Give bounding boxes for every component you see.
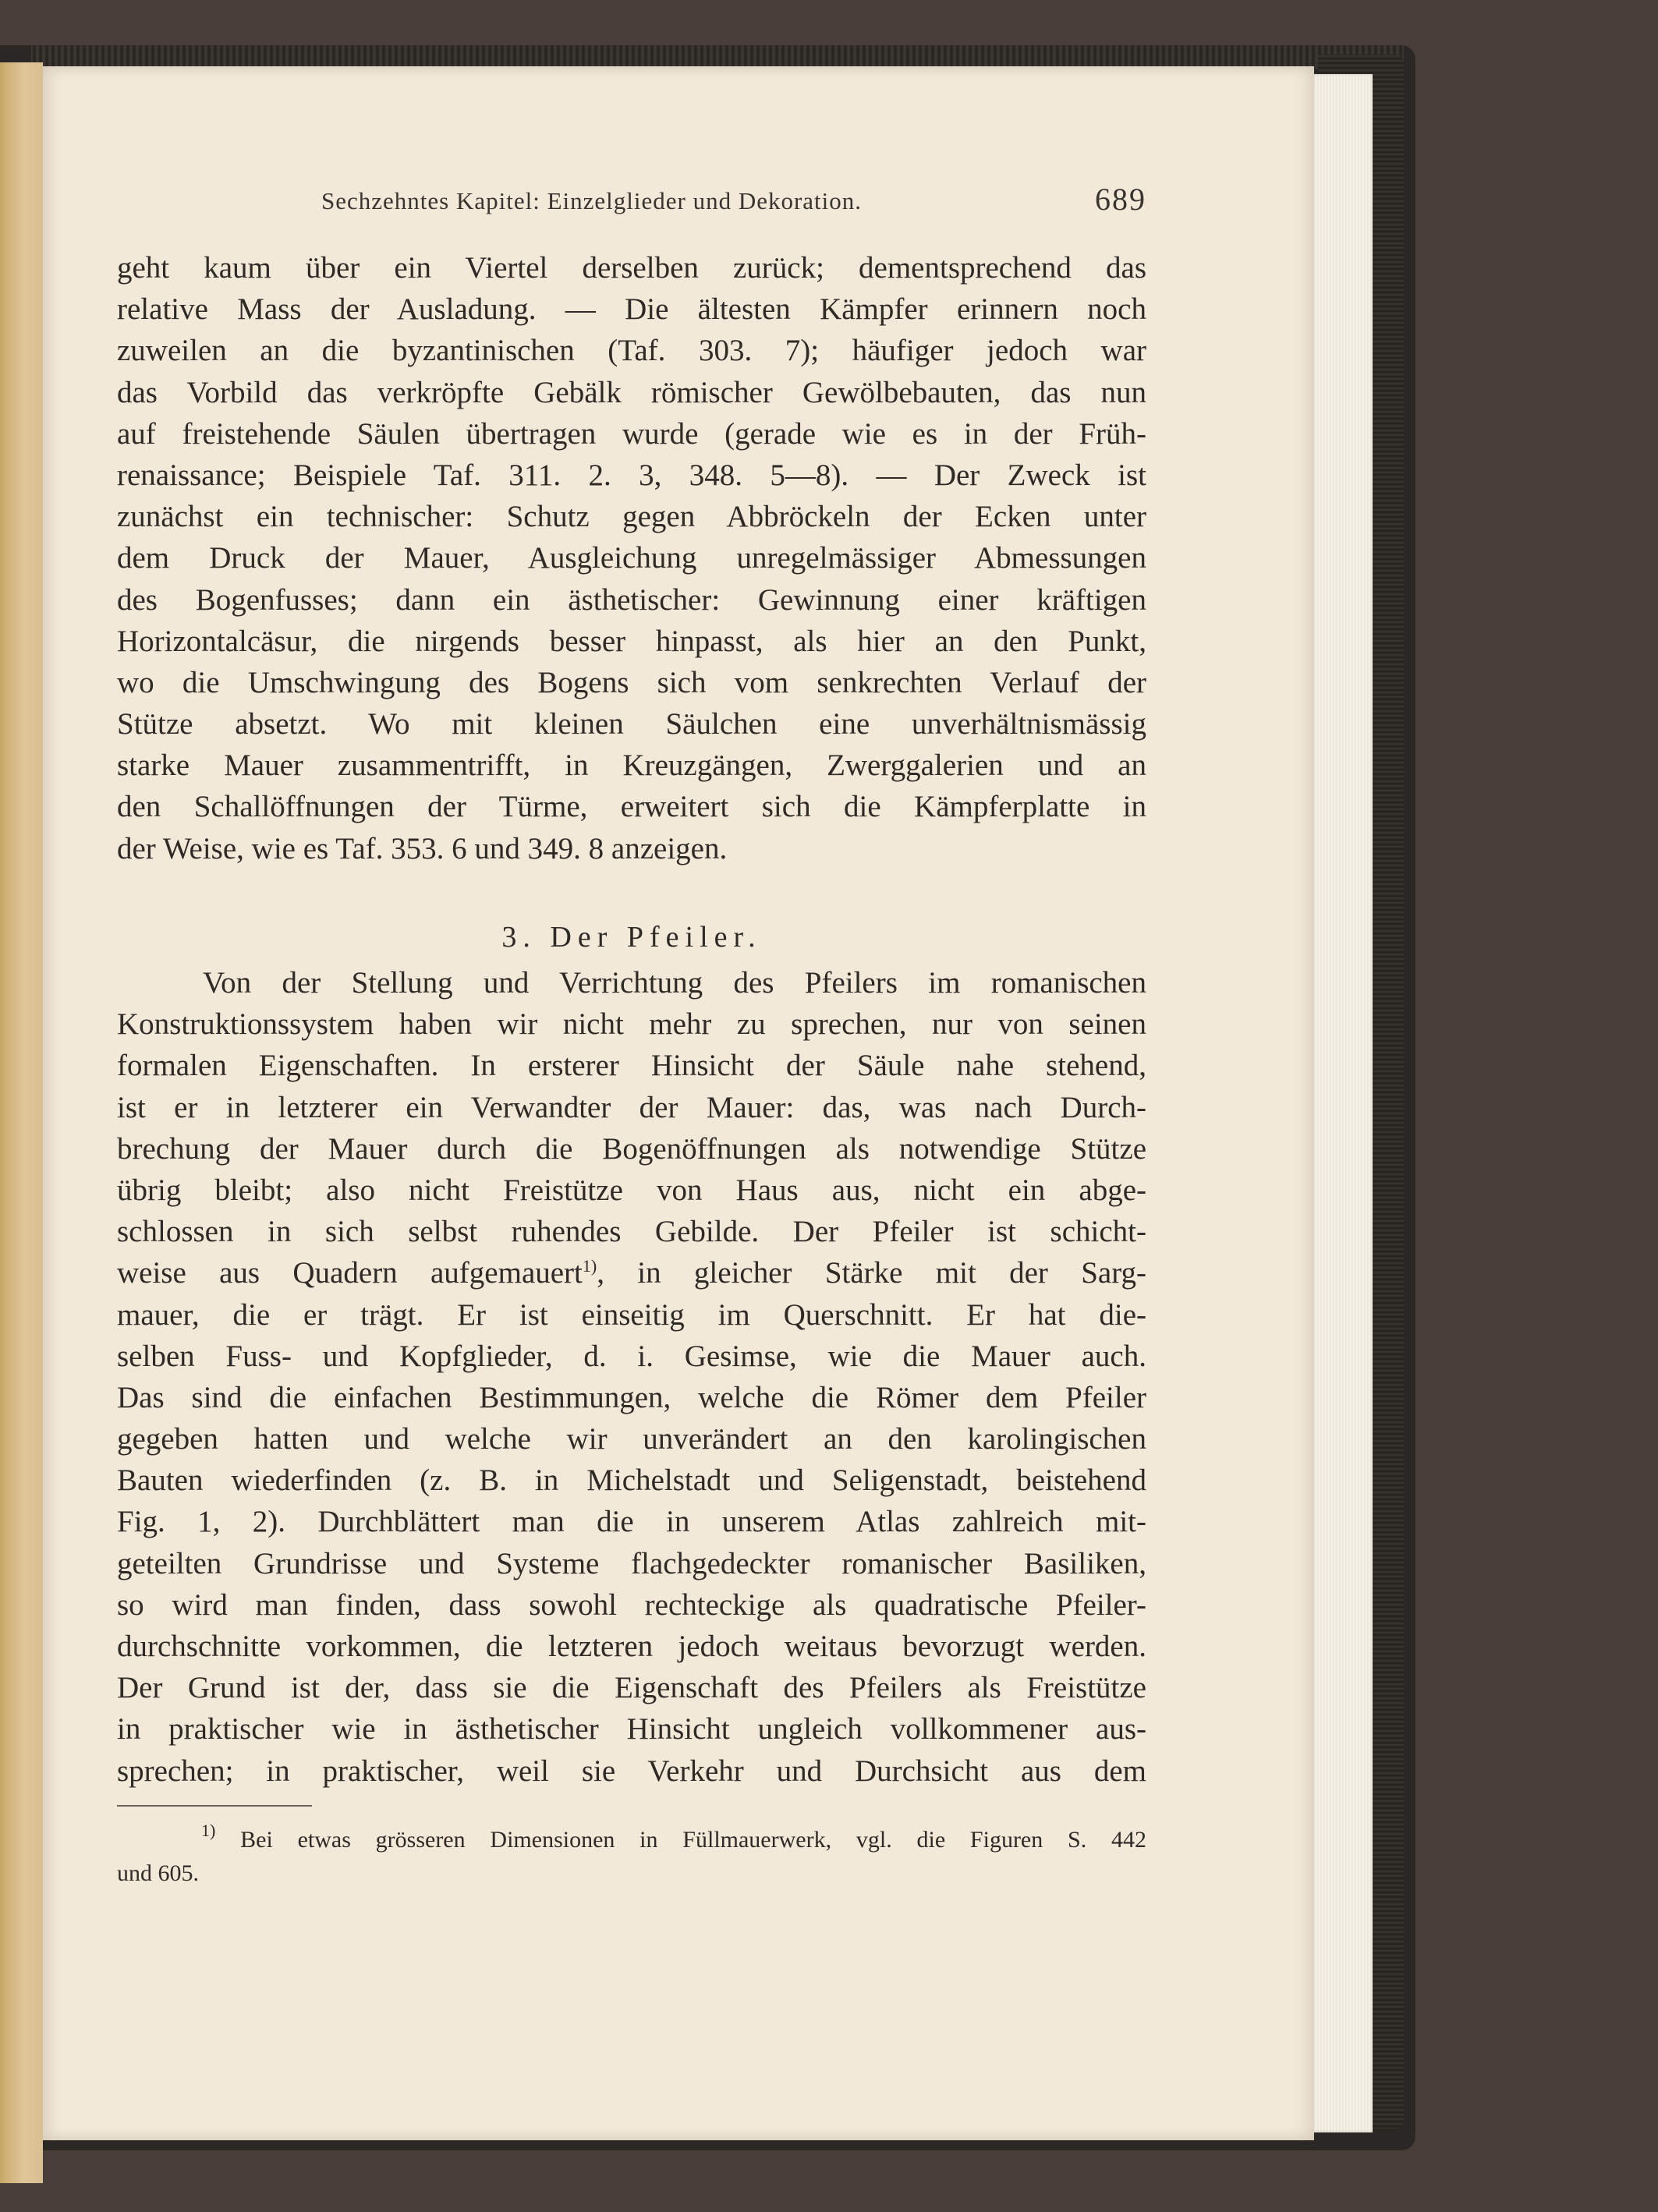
text-fragment: , in gleicher Stärke mit der Sarg- (597, 1256, 1146, 1290)
paragraph-1 (117, 247, 1146, 869)
footnote-marker: 1) (201, 1821, 216, 1840)
text-line: starke Mauer zusammentrifft, in Kreuzgängen, Zwerggalerien und an (117, 749, 1146, 783)
text-line: auf freistehende Säulen übertragen wurde (gerade wie es in der Früh- (117, 416, 1146, 451)
text-line: sprechen; in praktischer, weil sie Verkehr und Durchsicht aus dem (117, 1754, 1146, 1788)
paragraph-2 (117, 962, 1146, 1792)
text-line: zunächst ein technischer: Schutz gegen Abbröckeln der Ecken unter (117, 500, 1146, 534)
text-fragment: weise aus Quadern aufgemauert (117, 1256, 583, 1290)
text-line: des Bogenfusses; dann ein ästhetischer: Gewinnung einer kräftigen (117, 582, 1146, 617)
text-line: wo die Umschwingung des Bogens sich vom senkrechten Verlauf der (117, 665, 1146, 699)
text-line: brechung der Mauer durch die Bogenöffnungen als notwendige Stütze (117, 1131, 1146, 1166)
text-line: durchschnitte vorkommen, die letzteren jedoch weitaus bevorzugt werden. (117, 1630, 1146, 1663)
text-line: so wird man finden, dass sowohl rechteckige als quadratische Pfeiler- (117, 1587, 1146, 1622)
text-line: relative Mass der Ausladung. — Die ältesten Kämpfer erinnern noch (117, 292, 1146, 327)
running-title: Sechzehntes Kapitel: Einzelglieder und Dekoration. (321, 187, 863, 214)
text-line: der Weise, wie es Taf. 353. 6 und 349. 8 anzeigen. (117, 831, 728, 865)
page-block-edge (1310, 74, 1373, 2132)
text-line: Bauten wiederfinden (z. B. in Michelstadt und Seligenstadt, beistehend (117, 1463, 1146, 1498)
text-line: zuweilen an die byzantinischen (Taf. 303. 7); häufiger jedoch war (117, 334, 1146, 368)
text-line-with-footnote (117, 1252, 1146, 1294)
text-line: Horizontalcäsur, die nirgends besser hinpasst, als hier an den Punkt, (117, 624, 1146, 658)
text-line: Konstruktionssystem haben wir nicht mehr zu sprechen, nur von seinen (117, 1007, 1146, 1042)
facing-page-edge (0, 62, 43, 2183)
text-line: geteilten Grundrisse und Systeme flachgedeckter romanischer Basiliken, (117, 1546, 1146, 1580)
text-line: schlossen in sich selbst ruhendes Gebilde. Der Pfeiler ist schicht- (117, 1215, 1146, 1249)
text-line: selben Fuss- und Kopfglieder, d. i. Gesimse, wie die Mauer auch. (117, 1339, 1146, 1373)
footnotes (117, 1823, 1146, 1890)
text-line: formalen Eigenschaften. In ersterer Hinsicht der Säule nahe stehend, (117, 1049, 1146, 1083)
text-line: übrig bleibt; also nicht Freistütze von Haus aus, nicht ein abge- (117, 1173, 1146, 1207)
text-line: ist er in letzterer ein Verwandter der Mauer: das, was nach Durch- (117, 1090, 1146, 1124)
footnote-reference[interactable]: 1) (582, 1256, 597, 1276)
text-line: den Schallöffnungen der Türme, erweitert sich die Kämpferplatte in (117, 790, 1146, 824)
text-line: renaissance; Beispiele Taf. 311. 2. 3, 348. 5—8). — Der Zweck ist (117, 458, 1146, 492)
footnote-line-2: und 605. (117, 1860, 199, 1886)
cover-top-band (31, 45, 1404, 69)
footnote-line-1 (117, 1823, 1146, 1856)
text-line: Fig. 1, 2). Durchblättert man die in unserem Atlas zahlreich mit- (117, 1505, 1146, 1539)
text-line: Stütze absetzt. Wo mit kleinen Säulchen eine unverhältnismässig (117, 707, 1146, 741)
footnote-text: Bei etwas grösseren Dimensionen in Füllmauerwerk, vgl. die Figuren S. 442 (240, 1827, 1147, 1853)
text-line: gegeben hatten und welche wir unverändert an den karolingischen (117, 1422, 1146, 1456)
text-line: in praktischer wie in ästhetischer Hinsicht ungleich vollkommener aus- (117, 1712, 1146, 1747)
text-line: das Vorbild das verkröpfte Gebälk römischer Gewölbebauten, das nun (117, 375, 1146, 409)
text-line: Der Grund ist der, dass sie die Eigenschaft des Pfeilers als Freistütze (117, 1671, 1146, 1705)
text-line: dem Druck der Mauer, Ausgleichung unregelmässiger Abmessungen (117, 541, 1146, 575)
text-line: geht kaum über ein Viertel derselben zurück; dementsprechend das (117, 251, 1146, 285)
running-head (281, 119, 1146, 217)
section-heading: 3. Der Pfeiler. (501, 921, 762, 954)
page-number: 689 (1095, 182, 1146, 217)
footnote-divider (117, 1805, 312, 1807)
text-line: Von der Stellung und Verrichtung des Pfeilers im romanischen (203, 966, 1146, 1000)
text-line: mauer, die er trägt. Er ist einseitig im Querschnitt. Er hat die- (117, 1297, 1146, 1332)
text-line: Das sind die einfachen Bestimmungen, welche die Römer dem Pfeiler (117, 1380, 1146, 1414)
